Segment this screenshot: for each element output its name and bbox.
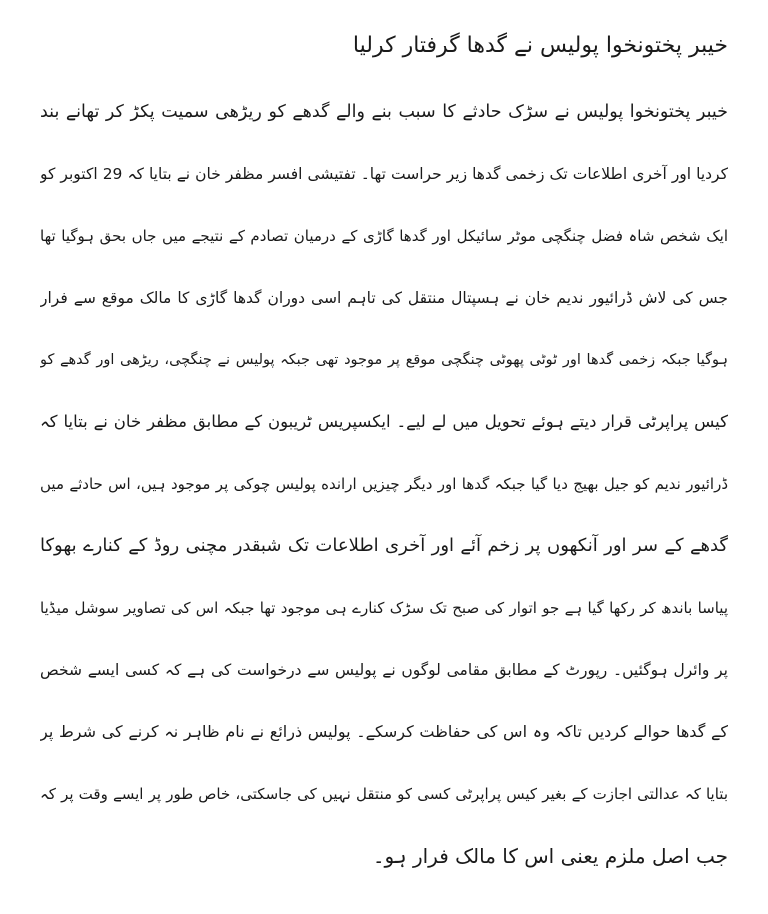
article-line: کے گدھا حوالے کردیں تاکہ وہ اس کی حفاظت کرسکے۔ پولیس ذرائع نے نام ظاہر نہ کرنے کی شرط پر bbox=[40, 722, 728, 741]
article-line: ایک شخص شاہ فضل چنگچی موٹر سائیکل اور گدھا گاڑی کے درمیان تصادم کے نتیجے میں جاں بحق ہوگیا تھا bbox=[40, 227, 728, 245]
article-line: کردیا اور آخری اطلاعات تک زخمی گدھا زیر حراست تھا۔ تفتیشی افسر مظفر خان نے بتایا کہ 29 اکتوبر کو bbox=[40, 165, 728, 183]
article-line: خیبر پختونخوا پولیس نے سڑک حادثے کا سبب بنے والے گدھے کو ریڑھی سمیت پکڑ کر تھانے بند bbox=[40, 102, 728, 122]
article-line: پیاسا باندھ کر رکھا گیا ہے جو اتوار کی صبح تک سڑک کنارے ہی موجود تھا جبکہ اس کی تصاویر سوشل میڈیا bbox=[40, 599, 728, 617]
article-line: بتایا کہ عدالتی اجازت کے بغیر کیس پراپرٹی کسی کو منتقل نہیں کی جاسکتی، خاص طور پر ایسے وقت پر کہ bbox=[40, 785, 728, 803]
article-line: جس کی لاش ڈرائیور ندیم خان نے ہسپتال منتقل کی تاہم اسی دوران گدھا گاڑی کا مالک موقع سے فرار bbox=[40, 289, 728, 307]
article-line: پر وائرل ہوگئیں۔ رپورٹ کے مطابق مقامی لوگوں نے پولیس سے درخواست کی ہے کہ کسی ایسے شخص bbox=[40, 661, 728, 679]
article-line: ڈرائیور ندیم کو جیل بھیج دیا گیا جبکہ گدھا اور دیگر چیزیں ارانده پولیس چوکی پر موجود ہیں، اس حادثے میں bbox=[40, 475, 728, 493]
article-body bbox=[40, 92, 728, 898]
article-line: کیس پراپرٹی قرار دیتے ہوئے تحویل میں لے لیے۔ ایکسپریس ٹریبون کے مطابق مظفر خان نے بتایا کہ bbox=[40, 412, 728, 431]
article-line: گدھے کے سر اور آنکھوں پر زخم آئے اور آخری اطلاعات تک شبقدر مچنی روڈ کے کنارے بھوکا bbox=[40, 535, 728, 556]
article-line: جب اصل ملزم یعنی اس کا مالک فرار ہو۔ bbox=[372, 844, 728, 868]
article-line: ہوگیا جبکہ زخمی گدھا اور ٹوٹی پھوٹی چنگچی موقع پر موجود تھی جبکہ پولیس نے چنگچی، ریڑھی اور گدھے کو bbox=[40, 352, 728, 368]
article-headline: خیبر پختونخوا پولیس نے گدھا گرفتار کرلیا bbox=[352, 33, 728, 58]
